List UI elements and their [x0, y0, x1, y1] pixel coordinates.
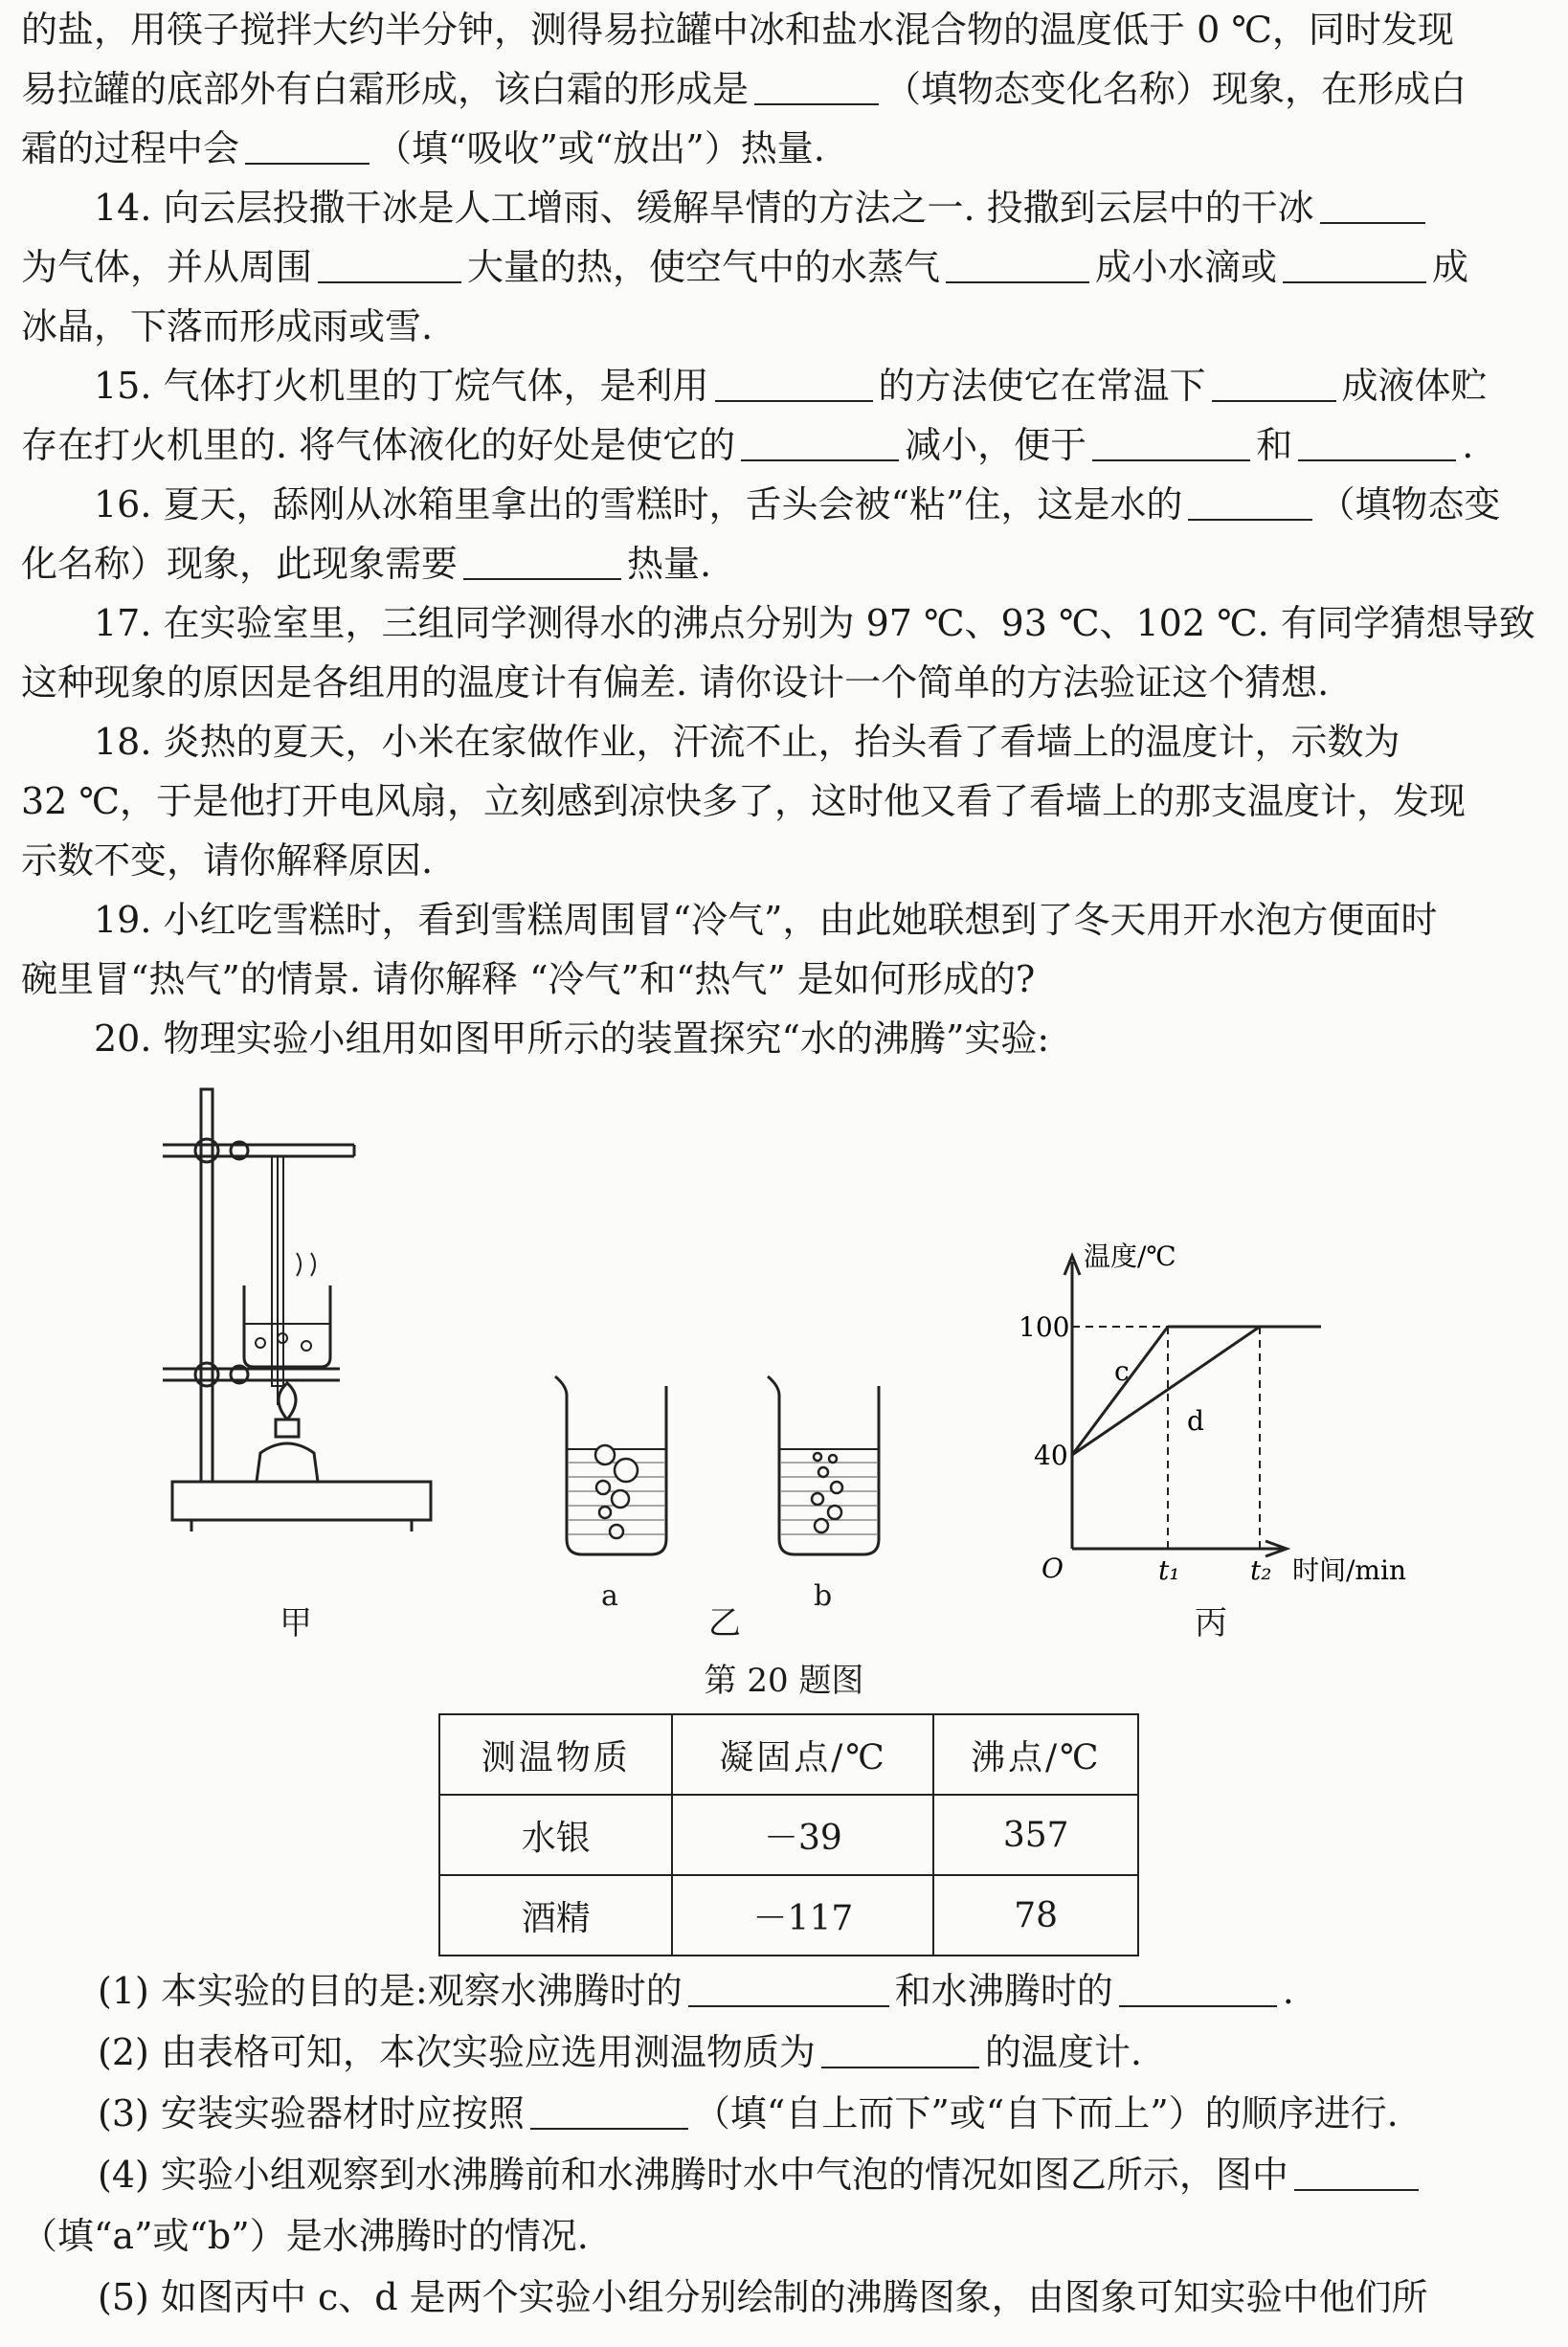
answer-blank[interactable]	[821, 2028, 979, 2068]
label-bing: 丙	[1195, 1604, 1227, 1643]
y-tick-40: 40	[1034, 1440, 1068, 1471]
label-beaker-b: b	[814, 1579, 833, 1613]
answer-blank[interactable]	[1092, 421, 1250, 461]
figure-caption: 第 20 题图	[704, 1662, 864, 1700]
q16-line1: 16. 夏天，舔刚从冰箱里拿出的雪糕时，舌头会被“粘”住，这是水的 （填物态变	[21, 475, 1545, 534]
answer-blank[interactable]	[1119, 1967, 1277, 2007]
q15-line1: 15. 气体打火机里的丁烷气体，是利用 的方法使它在常温下 成液体贮	[21, 356, 1545, 415]
q14-line2: 为气体，并从周围 大量的热，使空气中的水蒸气 成小水滴或 成	[21, 237, 1545, 297]
answer-blank[interactable]	[715, 362, 873, 402]
table-header: 沸点/℃	[933, 1714, 1138, 1795]
beaker-a-figure	[546, 1367, 680, 1568]
series-c-label: c	[1114, 1355, 1130, 1387]
q19-line1: 19. 小红吃雪糕时，看到雪糕周围冒“冷气”，由此她联想到了冬天用开水泡方便面时	[94, 899, 1438, 941]
label-yi: 乙	[708, 1604, 741, 1643]
q16-line2: 化名称）现象，此现象需要 热量.	[21, 534, 1545, 593]
answer-blank[interactable]	[1294, 2151, 1419, 2191]
q14-line1: 14. 向云层投撒干冰是人工增雨、缓解旱情的方法之一. 投撒到云层中的干冰	[21, 178, 1545, 237]
table-cell: 78	[933, 1875, 1138, 1956]
q20-sub4-cont: （填“a”或“b”）是水沸腾时的情况.	[21, 2215, 589, 2257]
table-cell: －39	[672, 1795, 933, 1875]
substance-table	[438, 1713, 1139, 1956]
answer-blank[interactable]	[1212, 362, 1336, 402]
table-row	[439, 1795, 1138, 1875]
q17-line1: 17. 在实验室里，三组同学测得水的沸点分别为 97 ℃、93 ℃、102 ℃. 有同学猜想导致	[94, 602, 1535, 644]
answer-blank[interactable]	[245, 124, 370, 165]
q18-line3: 示数不变，请你解释原因.	[21, 839, 434, 882]
label-jia: 甲	[280, 1604, 312, 1643]
answer-blank[interactable]	[463, 540, 621, 580]
x-axis-label: 时间/min	[1292, 1554, 1406, 1586]
q20-sub4: (4) 实验小组观察到水沸腾前和水沸腾时水中气泡的情况如图乙所示，图中	[21, 2144, 1545, 2205]
table-header: 测温物质	[439, 1714, 672, 1795]
label-beaker-a: a	[601, 1579, 618, 1613]
answer-blank[interactable]	[754, 65, 879, 105]
q14-line3: 冰晶，下落而形成雨或雪.	[21, 305, 434, 347]
answer-blank[interactable]	[688, 1967, 889, 2007]
answer-blank[interactable]	[946, 243, 1089, 283]
answer-blank[interactable]	[1188, 481, 1312, 521]
q19-line2: 碗里冒“热气”的情景. 请你解释 “冷气”和“热气” 是如何形成的?	[21, 958, 1036, 1000]
q13-line2: 易拉罐的底部外有白霜形成，该白霜的形成是 （填物态变化名称）现象，在形成白	[21, 59, 1545, 119]
answer-blank[interactable]	[1320, 184, 1425, 224]
table-header: 凝固点/℃	[672, 1714, 933, 1795]
questions-upper	[21, 0, 1545, 1068]
y-tick-100: 100	[1019, 1311, 1070, 1343]
q15-line2: 存在打火机里的. 将气体液化的好处是使它的 减小，便于 和 .	[21, 415, 1545, 475]
q20-sub3: (3) 安装实验器材时应按照 （填“自上而下”或“自下而上”）的顺序进行.	[21, 2083, 1545, 2144]
q20-intro: 20. 物理实验小组用如图甲所示的装置探究“水的沸腾”实验:	[94, 1017, 1050, 1060]
y-axis-label: 温度/℃	[1084, 1242, 1176, 1272]
table-header-row	[439, 1714, 1138, 1795]
answer-blank[interactable]	[741, 421, 899, 461]
answer-blank[interactable]	[1283, 243, 1426, 283]
figure-area	[0, 1080, 1568, 1700]
series-d-line	[1072, 1327, 1260, 1455]
table-cell: 水银	[439, 1795, 672, 1875]
table-cell: －117	[672, 1875, 933, 1956]
answer-blank[interactable]	[530, 2090, 688, 2130]
series-d-label: d	[1187, 1405, 1204, 1437]
series-c-line	[1072, 1327, 1168, 1455]
q13-line3: 霜的过程中会 （填“吸收”或“放出”）热量.	[21, 119, 1545, 178]
boiling-graph	[1015, 1242, 1436, 1587]
q20-sub1: (1) 本实验的目的是:观察水沸腾时的 和水沸腾时的 .	[21, 1960, 1545, 2022]
q18-line1: 18. 炎热的夏天，小米在家做作业，汗流不止，抬头看了看墙上的温度计，示数为	[94, 721, 1400, 763]
x-tick-t2: t₂	[1250, 1554, 1272, 1586]
q13-line1: 的盐，用筷子搅拌大约半分钟，测得易拉罐中冰和盐水混合物的温度低于 0 ℃，同时发现	[21, 9, 1454, 51]
q20-sub2: (2) 由表格可知，本次实验应选用测温物质为 的温度计.	[21, 2022, 1545, 2083]
table-cell: 357	[933, 1795, 1138, 1875]
x-tick-t1: t₁	[1158, 1554, 1180, 1586]
answer-blank[interactable]	[318, 243, 461, 283]
q20-sub5: (5) 如图丙中 c、d 是两个实验小组分别绘制的沸腾图象，由图象可知实验中他们所	[98, 2276, 1428, 2318]
q20-subquestions	[21, 1960, 1545, 2328]
q18-line2: 32 ℃，于是他打开电风扇，立刻感到凉快多了，这时他又看了看墙上的那支温度计，发现	[21, 780, 1466, 822]
apparatus-figure	[153, 1080, 459, 1577]
table-row	[439, 1875, 1138, 1956]
answer-blank[interactable]	[1298, 421, 1456, 461]
q17-line2: 这种现象的原因是各组用的温度计有偏差. 请你设计一个简单的方法验证这个猜想.	[21, 661, 1330, 704]
beaker-b-figure	[758, 1367, 892, 1568]
table-cell: 酒精	[439, 1875, 672, 1956]
origin-label: O	[1042, 1553, 1064, 1584]
